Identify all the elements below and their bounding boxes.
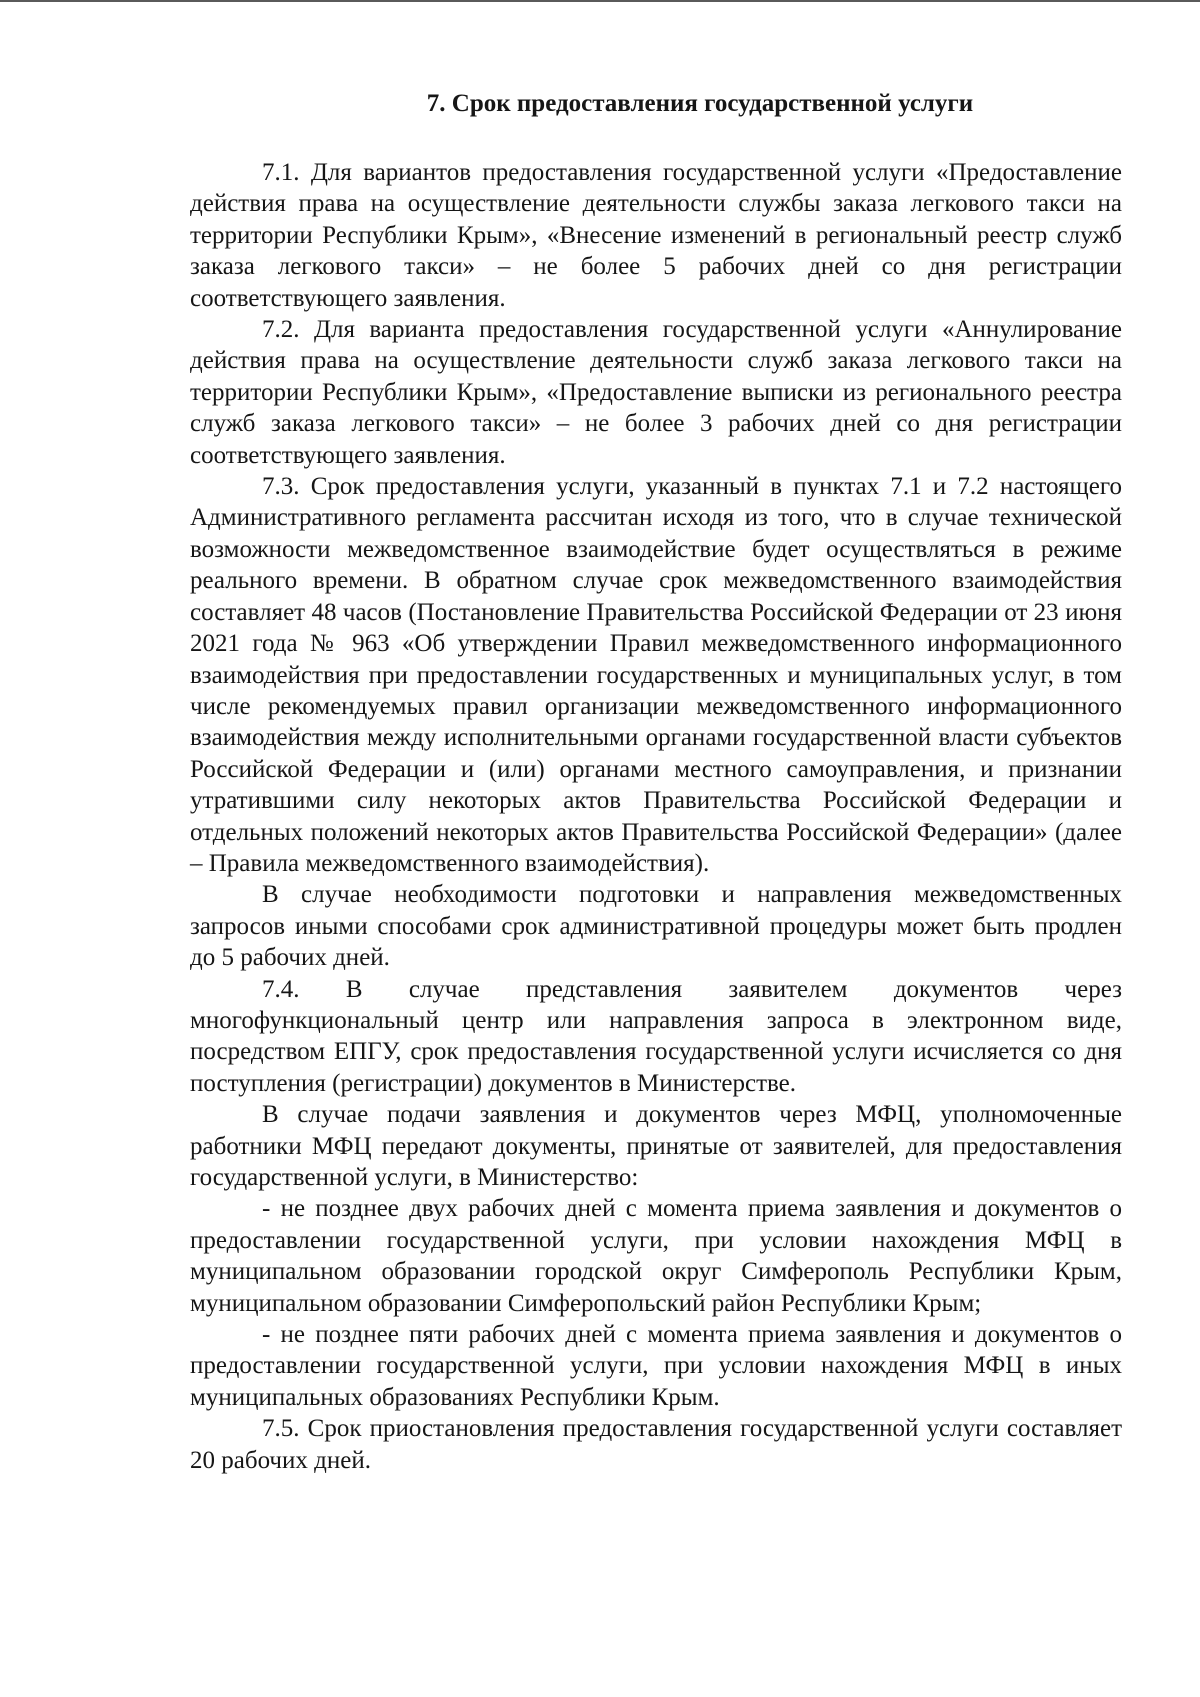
paragraph-extension: В случае необходимости подготовки и направления межведомственных запросов иными способами срок административной процедуры может быть продлен до 5 рабочих дней. [190,881,1122,972]
list-item-other-municipalities: - не позднее пяти рабочих дней с момента приема заявления и документов о предоставлении государственной услуги, при условии нахождения МФЦ в иных муниципальных образованиях Республики Крым. [190,1321,1122,1411]
paragraph-7-2: 7.2. Для варианта предоставления государственной услуги «Аннулирование действия права на осуществление деятельности служб заказа легкового такси на территории Республики Крым», «Предоставление выписки из регионального реестра служб заказа легкового такси» – не более 3 рабочих дней со дня регистрации соответствующего заявления. [190,316,1122,469]
paragraph-mfc-transfer: В случае подачи заявления и документов через МФЦ, уполномоченные работники МФЦ передают документы, принятые от заявителей, для предоставления государственной услуги, в Министерство: [190,1101,1122,1191]
section-heading: 7. Срок предоставления государственной услуги [426,90,974,117]
paragraph-7-1: 7.1. Для вариантов предоставления государственной услуги «Предоставление действия права на осуществление деятельности службы заказа легкового такси на территории Республики Крым», «Внесение изменений в региональный реестр служб заказа легкового такси» – не более 5 рабочих дней со дня регистрации соответствующего заявления. [190,159,1122,312]
list-item-simferopol: - не позднее двух рабочих дней с момента приема заявления и документов о предоставлении государственной услуги, при условии нахождения МФЦ в муниципальном образовании городской округ Симферополь Республики Крым, муниципальном образовании Симферопольский район Республики Крым; [190,1195,1122,1317]
document-page [190,88,1122,1476]
paragraph-7-3: 7.3. Срок предоставления услуги, указанный в пунктах 7.1 и 7.2 настоящего Административного регламента рассчитан исходя из того, что в случае технической возможности межведомственное взаимодействие будет осуществляться в режиме реального времени. В обратном случае срок межведомственного взаимодействия составляет 48 часов (Постановление Правительства Российской Федерации от 23 июня 2021 года № 963 «Об утверждении Правил межведомственного информационного взаимодействия при предоставлении государственных и муниципальных услуг, в том числе рекомендуемых правил организации межведомственного информационного взаимодействия между исполнительными органами государственной власти субъектов Российской Федерации и (или) органами местного самоуправления, и признании утратившими силу некоторых актов Правительства Российской Федерации и отдельных положений некоторых актов Правительства Российской Федерации» (далее – Правила межведомственного взаимодействия). [190,473,1122,877]
paragraph-7-4: 7.4. В случае представления заявителем документов через многофункциональный центр или направления запроса в электронном виде, посредством ЕПГУ, срок предоставления государственной услуги исчисляется со дня поступления (регистрации) документов в Министерстве. [190,975,1122,1097]
scan-top-edge [0,0,1200,2]
paragraph-7-5: 7.5. Срок приостановления предоставления государственной услуги составляет 20 рабочих дней. [190,1415,1122,1474]
